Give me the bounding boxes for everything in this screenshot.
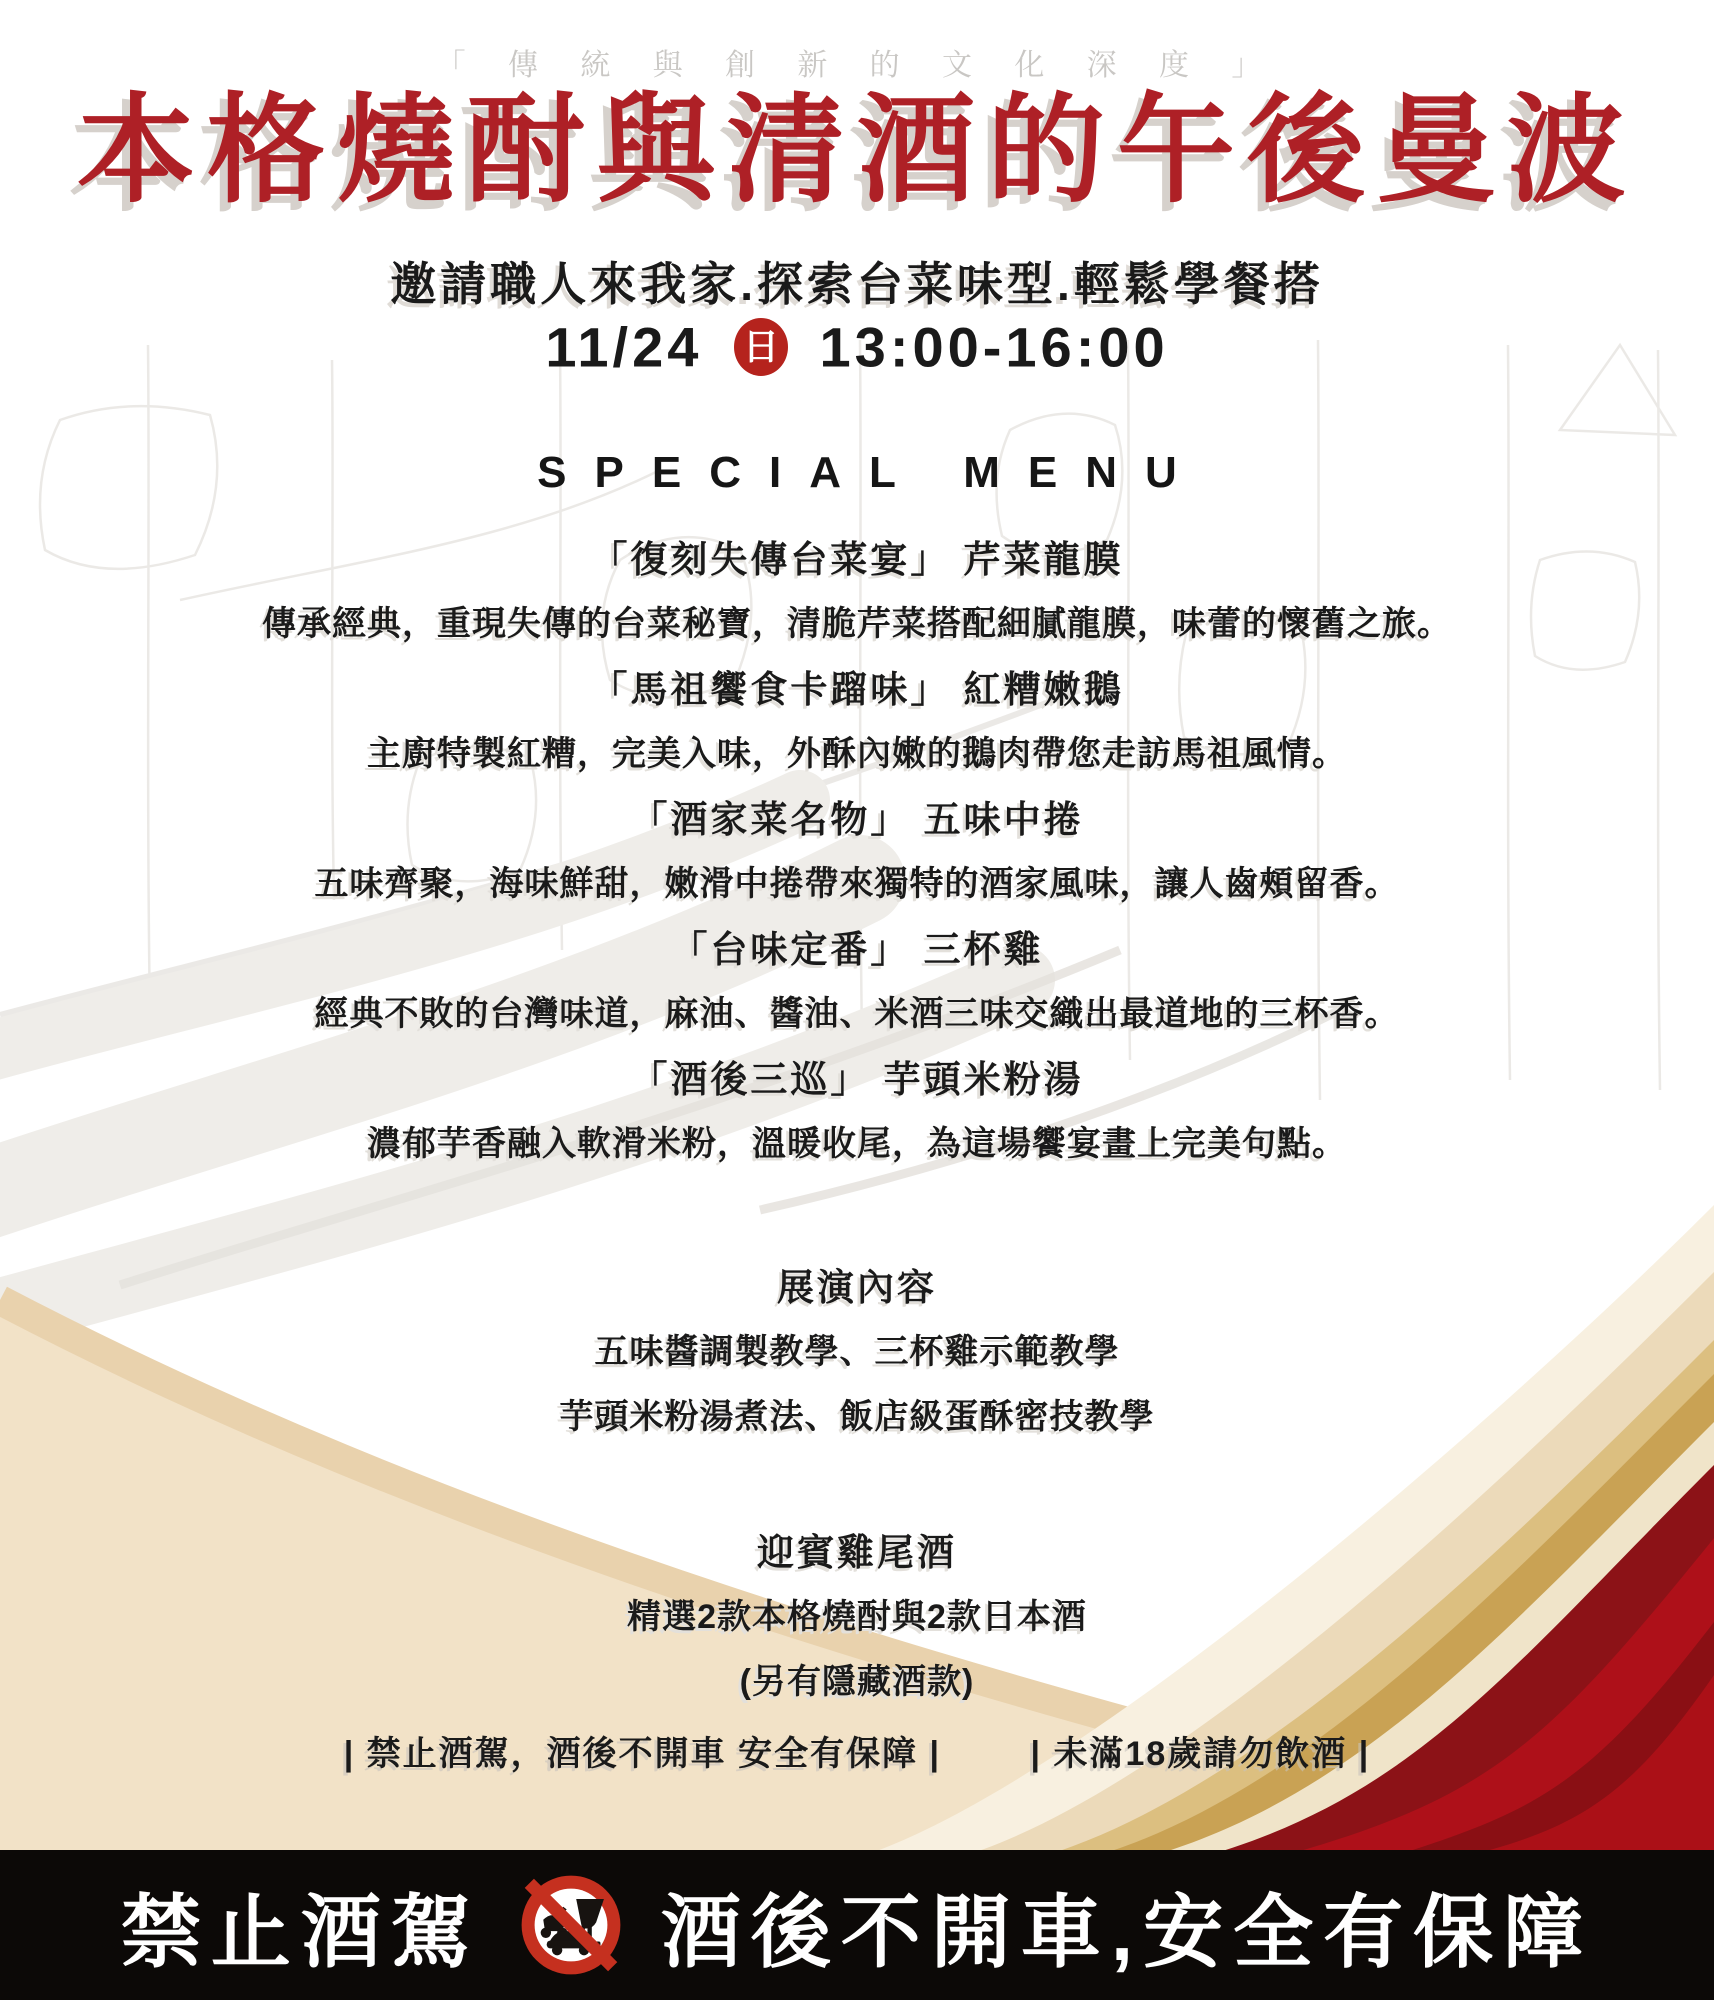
- warning-no-drunk-driving: | 禁止酒駕，酒後不開車 安全有保障 |: [343, 1735, 942, 1773]
- menu-item-desc: 五味齊聚，海味鮮甜，嫩滑中捲帶來獨特的酒家風味，讓人齒頰留香。: [314, 865, 1400, 903]
- program-line: 芋頭米粉湯煮法、飯店級蛋酥密技教學: [559, 1398, 1155, 1436]
- program-heading: 展演內容: [777, 1267, 937, 1308]
- page-title: 本格燒酎與清酒的午後曼波: [76, 85, 1637, 217]
- menu-item-title: 「酒家菜名物」 五味中捲: [630, 799, 1084, 840]
- menu-item-desc: 主廚特製紅糟，完美入味，外酥內嫩的鵝肉帶您走訪馬祖風情。: [367, 735, 1347, 773]
- footer-right-label: 酒後不開車,安全有保障: [660, 1887, 1594, 1977]
- menu-heading: SPECIAL MENU: [537, 448, 1205, 497]
- menu-item-desc: 濃郁芋香融入軟滑米粉，溫暖收尾，為這場饗宴畫上完美句點。: [367, 1125, 1347, 1163]
- menu-item-title: 「復刻失傳台菜宴」 芹菜龍膜: [590, 539, 1124, 580]
- menu-item-desc: 經典不敗的台灣味道，麻油、醬油、米酒三味交織出最道地的三杯香。: [314, 995, 1400, 1033]
- menu-item-title: 「酒後三巡」 芋頭米粉湯: [630, 1059, 1084, 1100]
- tagline: 「 傳 統 與 創 新 的 文 化 深 度 」: [435, 49, 1279, 82]
- event-datetime: [0, 310, 1714, 380]
- subtitle: 邀請職人來我家.探索台菜味型.輕鬆學餐搭: [390, 258, 1324, 310]
- cocktail-heading: 迎賓雞尾酒: [757, 1532, 957, 1573]
- sunday-badge-icon: 日: [734, 318, 788, 376]
- footer-left-label: 禁止酒駕: [120, 1887, 481, 1977]
- program-line: 五味醬調製教學、三杯雞示範教學: [594, 1333, 1120, 1371]
- warning-underage: | 未滿18歲請勿飲酒 |: [1030, 1735, 1371, 1773]
- footer-warning-bar: [0, 1850, 1714, 2000]
- cocktail-line: 精選2款本格燒酎與2款日本酒: [627, 1598, 1087, 1636]
- no-drunk-driving-icon: [519, 1873, 623, 1977]
- menu-list: [0, 527, 1714, 1177]
- event-date: 11/24: [545, 315, 703, 379]
- menu-item-title: 「馬祖饗食卡蹓味」 紅糟嫩鵝: [590, 669, 1124, 710]
- menu-item-desc: 傳承經典，重現失傳的台菜秘寶，清脆芹菜搭配細膩龍膜，味蕾的懷舊之旅。: [262, 605, 1452, 643]
- event-time: 13:00-16:00: [819, 315, 1169, 379]
- cocktail-line: (另有隱藏酒款): [739, 1663, 975, 1701]
- cocktail-section: [0, 1520, 1714, 1715]
- program-section: [0, 1255, 1714, 1450]
- legal-warnings: [0, 1726, 1714, 1775]
- menu-item-title: 「台味定番」 三杯雞: [670, 929, 1044, 970]
